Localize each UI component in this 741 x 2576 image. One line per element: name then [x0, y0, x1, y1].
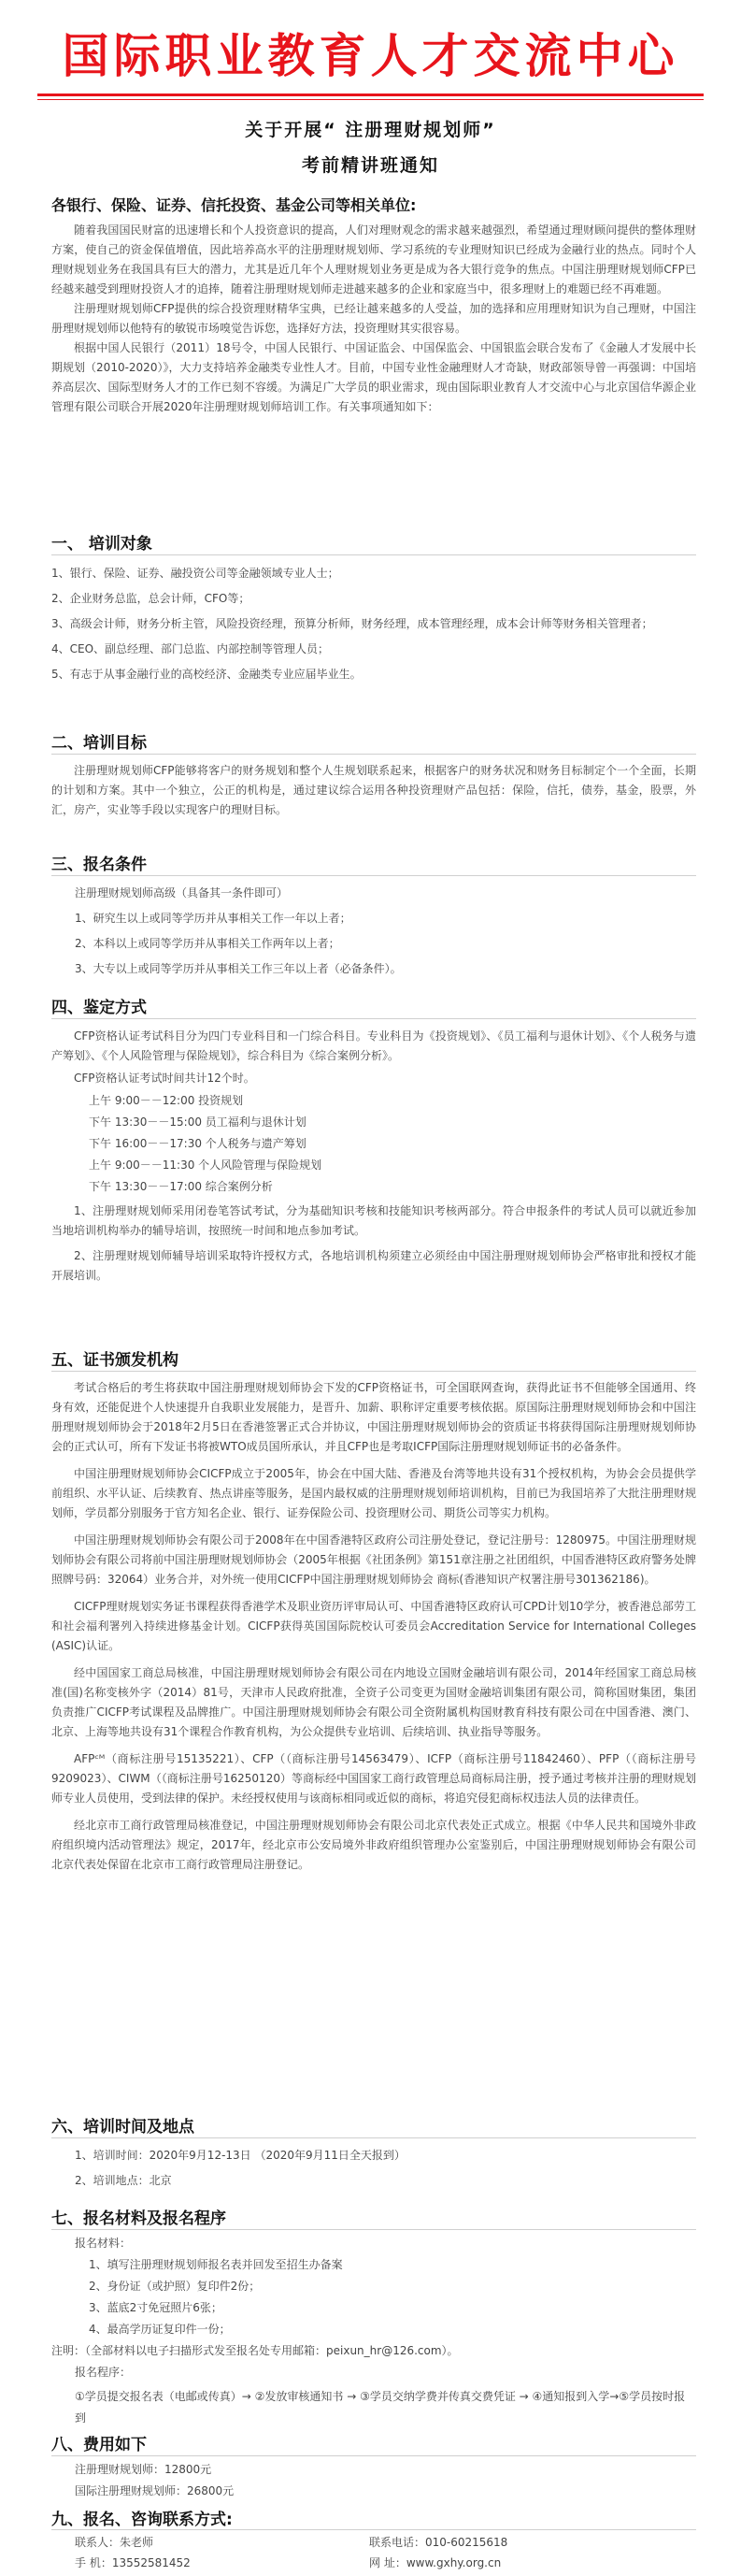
- intro-block: [51, 221, 696, 417]
- contact-mobile: 手 机：13552581452: [75, 2556, 191, 2569]
- email-note: 注明：（全部材料以电子扫描形式发至报名处专用邮箱：peixun_hr@126.com）。: [51, 2344, 459, 2357]
- section-divider: [51, 754, 696, 755]
- addressee: 各银行、保险、证券、信托投资、基金公司等相关单位:: [51, 196, 417, 214]
- notice-title: 关于开展“ 注册理财规划师”: [245, 120, 496, 140]
- section-heading-registration: 七、报名材料及报名程序: [51, 2209, 226, 2228]
- eligibility-intro: 注册理财规划师高级（具备其一条件即可）: [75, 886, 289, 899]
- list-item: 1、填写注册理财规划师报名表并回发至招生办备案: [89, 2258, 343, 2271]
- intro-paragraph: 根据中国人民银行（2011）18号令，中国人民银行、中国证监会、中国保监会、中国银监会联合发布了《金融人才发展中长期规划（2010-2020）》，大力支持培养金融类专业性人才。目前，中国专业性金融理财人才奇缺，财政部领导曾一再强调：中国培养高层次、国际型财务人才的工作已刻不容缓。为满足广大学员的职业需求，现由国际职业教育人才交流中心与北京国信华源企业管理有限公司联合开展2020年注册理财规划师培训工作。有关事项通知如下：: [51, 341, 696, 413]
- list-item: 1、银行、保险、证券、融投资公司等金融领域专业人士；: [51, 567, 339, 580]
- list-item: 2、身份证（或护照）复印件2份；: [89, 2280, 261, 2293]
- section-divider: [51, 554, 696, 555]
- eligibility-list: [51, 881, 696, 982]
- fee-item: 国际注册理财规划师：26800元: [75, 2484, 235, 2497]
- schedule-row: 下午 13:30－－15:00 员工福利与退休计划: [89, 1115, 306, 1129]
- materials-label: 报名材料：: [75, 2237, 132, 2250]
- organization-title: 国际职业教育人才交流中心: [62, 29, 679, 83]
- list-item: 3、蓝底2寸免冠照片6张；: [89, 2301, 222, 2314]
- list-item: 3、大专以上或同等学历并从事相关工作三年以上者（必备条件）。: [75, 962, 402, 975]
- assessment-paragraph: CFP资格认证考试科目分为四门专业科目和一门综合科目。专业科目为《投资规划》、《员工福利与退休计划》、《个人税务与遗产筹划》、《个人风险管理与保险规划》，综合科目为《综合案例分析》。: [51, 1029, 696, 1062]
- list-item: 4、最高学历证复印件一份；: [89, 2323, 231, 2336]
- contact-row: [51, 2554, 696, 2570]
- intro-paragraph: 注册理财规划师CFP提供的综合投资理财精华宝典，已经让越来越多的人受益，加的选择和应用理财知识为自己理财，中国注册理财规划师以他特有的敏锐市场嗅觉告诉您，选择好方法，投资理财其实很容易。: [51, 302, 696, 335]
- section-divider: [51, 2455, 696, 2456]
- section-heading-certificate: 五、证书颁发机构: [51, 1351, 178, 1370]
- list-item: 2、本科以上或同等学历并从事相关工作两年以上者；: [75, 937, 340, 950]
- certificate-paragraph: 中国注册理财规划师协会有限公司于2008年在中国香港特区政府公司注册处登记，登记注册号：1280975。中国注册理财规划师协会有限公司将前中国注册理财规划师协会（2005年根据《社团条例》第151章注册之社团组织，中国香港特区政府警务处牌照牌号码：32064）业务合并，对外统一使用CICFP中国注册理财规划师协会 商标(香港知识产权署注册号301362186)。: [51, 1533, 696, 1586]
- section-divider: [51, 875, 696, 876]
- title-rule-thin: [37, 99, 704, 100]
- schedule-row: 下午 16:00－－17:30 个人税务与遗产筹划: [89, 1137, 306, 1150]
- list-item: 5、有志于从事金融行业的高校经济、金融类专业应届毕业生。: [51, 668, 362, 681]
- section-heading-eligibility: 三、报名条件: [51, 856, 147, 874]
- time-place-list: [51, 2143, 696, 2194]
- certificate-paragraph: 考试合格后的考生将获取中国注册理财规划师协会下发的CFP资格证书，可全国联网查询，获得此证书不但能够全国通用、终身有效，还能促进个人快速提升自我职业发展能力，是晋升、加薪、职称评定重要考核依据。原国际注册理财规划师协会和中国注册理财规划师协会于2018年2月5日在香港签署正式合并协议，中国注册理财规划师协会的资质证书将获得国际注册理财规划师协会的正式认可，所有下发证书将被WTO成员国所承认，并且CFP也是考取ICFP国际注册理财规划师证书的必备条件。: [51, 1381, 696, 1453]
- assessment-block: [51, 1027, 696, 1286]
- certificate-paragraph: CICFP理财规划实务证书课程获得香港学术及职业资历评审局认可、中国香港特区政府认可CPD计划10学分，被香港总部劳工和社会福利署列入持续进修基金计划。CICFP获得英国国际院校认可委员会Accreditation Service for International Colleges (ASIC)认证。: [51, 1600, 696, 1652]
- list-item: 4、CEO、副总经理、部门总监、内部控制等管理人员；: [51, 642, 330, 655]
- contact-row: [51, 2534, 696, 2550]
- contact-person: 联系人：朱老师: [75, 2536, 154, 2549]
- section-heading-schedule: 六、培训时间及地点: [51, 2118, 194, 2137]
- certificate-block: [51, 1378, 696, 1875]
- list-item: 2、企业财务总监，总会计师，CFO等；: [51, 592, 250, 605]
- section-divider: [51, 2229, 696, 2230]
- intro-paragraph: 随着我国国民财富的迅速增长和个人投资意识的提高，人们对理财观念的需求越来越强烈，希望通过理财顾问提供的整体理财方案，使自己的资金保值增值，因此培养高水平的注册理财规划师、学习系统的专业理财知识已经成为金融行业的热点。同时个人理财规划业务在我国具有巨大的潜力，尤其是近几年个人理财规划业务更是成为各大银行竞争的焦点。中国注册理财规划师CFP已经越来越受到理财投资人才的追捧，随着注册理财规划师走进越来越多的企业和家庭当中，很多理财上的难题已经不再难题。: [51, 223, 696, 295]
- contact-website[interactable]: 网 址：www.gxhy.org.cn: [369, 2556, 502, 2569]
- title-rule-thick: [37, 94, 704, 96]
- procedure-label: 报名程序：: [75, 2366, 132, 2379]
- certificate-paragraph: AFPᶜᴹ（商标注册号15135221）、CFP（（商标注册号14563479）、ICFP（商标注册号11842460）、PFP（（商标注册号9209023）、CIWM（（商标注册号16250120）等商标经中国国家工商行政管理总局商标局注册，授予通过考核并注册的理财规划师专业人员使用，受到法律的保护。未经授权使用与该商标相同或近似的商标，将追究侵犯商标权违法人员的法律责任。: [51, 1752, 696, 1805]
- schedule-row: 上午 9:00－－11:30 个人风险管理与保险规划: [89, 1158, 322, 1172]
- section-heading-fees: 八、费用如下: [51, 2436, 147, 2454]
- section-heading-contact: 九、报名、咨询联系方式:: [51, 2511, 233, 2529]
- registration-block: [51, 2233, 696, 2432]
- section-divider: [51, 1018, 696, 1019]
- schedule-row: 上午 9:00－－12:00 投资规划: [89, 1094, 244, 1107]
- section-heading-audience: 一、 培训对象: [51, 535, 152, 554]
- section-divider: [51, 2137, 696, 2138]
- procedure-steps: ①学员提交报名表（电邮或传真）→ ②发放审核通知书 → ③学员交纳学费并传真交费凭证 → ④通知报到入学→⑤学员按时报到: [75, 2390, 686, 2425]
- assessment-note: 2、注册理财规划师辅导培训采取特许授权方式，各地培训机构须建立必须经由中国注册理财规划师协会严格审批和授权才能开展培训。: [51, 1249, 696, 1282]
- certificate-paragraph: 经北京市工商行政管理局核准登记，中国注册理财规划师协会有限公司北京代表处正式成立。根据《中华人民共和国境外非政府组织境内活动管理法》规定，2017年，经北京市公安局境外非政府组织管理办公室鉴别后，中国注册理财规划师协会有限公司北京代表处保留在北京市工商行政管理局注册登记。: [51, 1819, 696, 1871]
- list-item: 1、研究生以上或同等学历并从事相关工作一年以上者；: [75, 912, 351, 925]
- list-item: 3、高级会计师，财务分析主管，风险投资经理，预算分析师，财务经理，成本管理经理，成本会计师等财务相关管理者；: [51, 617, 653, 630]
- fee-list: [51, 2459, 696, 2502]
- goals-block: [51, 761, 696, 820]
- schedule-row: 下午 13:30－－17:00 综合案例分析: [89, 1180, 273, 1193]
- contact-phone: 联系电话：010-60215618: [369, 2536, 508, 2549]
- assessment-note: 1、注册理财规划师采用闭卷笔答试考试，分为基础知识考核和技能知识考核两部分。符合申报条件的考试人员可以就近参加当地培训机构举办的辅导培训，按照统一时间和地点参加考试。: [51, 1204, 696, 1237]
- section-heading-goals: 二、培训目标: [51, 734, 147, 753]
- certificate-paragraph: 经中国国家工商总局核准，中国注册理财规划师协会有限公司在内地设立国财金融培训有限公司，2014年经国家工商总局核准(国)名称变核外字（2014）81号，天津市人民政府批准，全资子公司变更为国财金融培训集团有限公司，简称国财集团，集团负责推广CICFP考试课程及品牌推广。中国注册理财规划师协会有限公司全资附属机构国财教育科技有限公司在中国香港、澳门、北京、上海等地共设有31个课程合作教育机构，为公众提供专业培训、后续培训、执业指导等服务。: [51, 1666, 696, 1738]
- list-item: 2、培训地点：北京: [75, 2174, 172, 2187]
- assessment-duration: CFP资格认证考试时间共计12个时。: [74, 1072, 255, 1085]
- audience-list: [51, 561, 696, 687]
- section-divider: [51, 1371, 696, 1372]
- section-heading-assessment: 四、鉴定方式: [51, 999, 147, 1017]
- notice-subtitle: 考前精讲班通知: [301, 155, 439, 176]
- goals-paragraph: 注册理财规划师CFP能够将客户的财务规划和整个人生规划联系起来，根据客户的财务状况和财务目标制定个一个全面，长期的计划和方案。其中一个独立，公正的机构是，通过建议综合运用各种投资理财产品包括：保险，信托，债券，基金，股票，外汇，房产，实业等手段以实现客户的理财目标。: [51, 764, 696, 816]
- list-item: 1、培训时间：2020年9月12-13日 （2020年9月11日全天报到）: [75, 2149, 406, 2162]
- section-divider: [51, 2529, 696, 2530]
- certificate-paragraph: 中国注册理财规划师协会CICFP成立于2005年，协会在中国大陆、香港及台湾等地共设有31个授权机构，为协会会员提供学前组织、水平认证、后续教育、热点讲座等服务，是国内最权威的注册理财规划师培训机构，目前已为我国培养了大批注册理财规划师，学员都分别服务于官方知名企业、银行、证券保险公司、投资理财公司、期货公司等实力机构。: [51, 1467, 696, 1519]
- fee-item: 注册理财规划师：12800元: [75, 2463, 212, 2476]
